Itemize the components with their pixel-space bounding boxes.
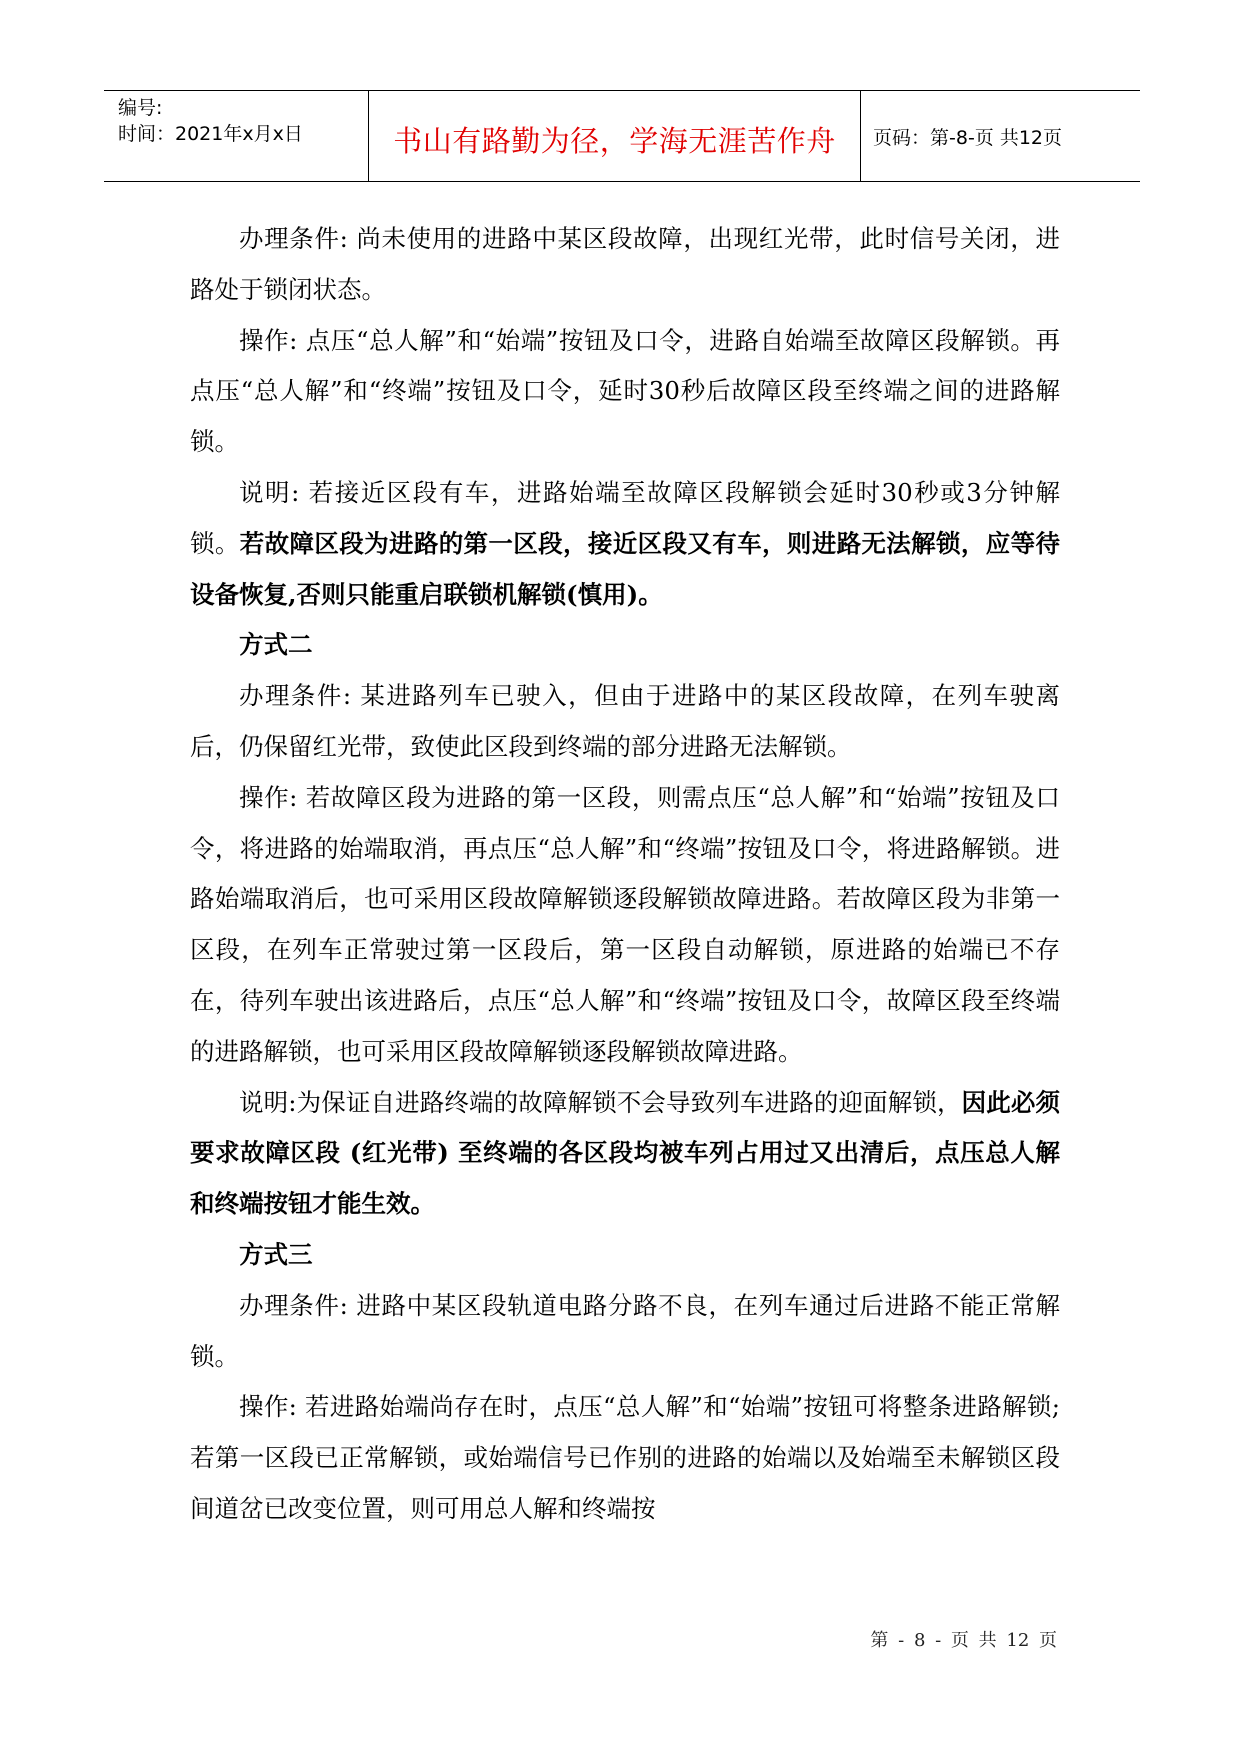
paragraph-operation-1: 操作: 点压“总人解”和“始端”按钮及口令，进路自始端至故障区段解锁。再点压“总人解”和“终端”按钮及口令，延时30秒后故障区段至终端之间的进路解锁。 bbox=[190, 325, 1060, 457]
paragraph-operation-2: 操作: 若故障区段为进路的第一区段，则需点压“总人解”和“始端”按钮及口令，将进路的始端取消，再点压“总人解”和“终端”按钮及口令，将进路解锁。进路始端取消后，也可采用区段故障解锁逐段解锁故障进路。若故障区段为非第一区段，在列车正常驶过第一区段后，第一区段自动解锁，原进路的始端已不存在，待列车驶出该进路后，点压“总人解”和“终端”按钮及口令，故障区段至终端的进路解锁，也可采用区段故障解锁逐段解锁故障进路。 bbox=[190, 782, 1060, 1066]
note-1-text: 说明: 若接近区段有车，进路始端至故障区段解锁会延时30秒或3分钟解锁。 bbox=[190, 477, 1060, 558]
document-time-label: 时间：2021年x月x日 bbox=[118, 123, 303, 145]
paragraph-operation-3: 操作: 若进路始端尚存在时，点压“总人解”和“始端”按钮可将整条进路解锁; 若第一区段已正常解锁，或始端信号已作别的进路的始端以及始端至未解锁区段间道岔已改变位置，则可用总人解和终端按 bbox=[190, 1392, 1060, 1523]
paragraph-condition-3: 办理条件: 进路中某区段轨道电路分路不良，在列车通过后进路不能正常解锁。 bbox=[190, 1290, 1060, 1371]
page-footer bbox=[0, 1626, 1241, 1652]
note-1-bold-text: 若故障区段为进路的第一区段，接近区段又有车，则进路无法解锁，应等待设备恢复,否则只能重启联锁机解锁(慎用)。 bbox=[190, 528, 1061, 609]
note-2-bold-text: 因此必须要求故障区段 (红光带) 至终端的各区段均被车列占用过又出清后，点压总人解和终端按钮才能生效。 bbox=[190, 1087, 1060, 1219]
paragraph-condition-1: 办理条件: 尚未使用的进路中某区段故障，出现红光带，此时信号关闭，进路处于锁闭状态。 bbox=[190, 224, 1060, 304]
section-heading-method-2: 方式二 bbox=[239, 630, 313, 660]
footer-page-number: 第 - 8 - 页 共 12 页 bbox=[870, 1630, 1057, 1651]
header-meta-cell bbox=[104, 91, 369, 181]
paragraph-note-2 bbox=[190, 1078, 1060, 1230]
document-number-label: 编号: bbox=[118, 97, 163, 119]
header-page-info: 页码：第-8-页 共12页 bbox=[873, 126, 1063, 149]
paragraph-condition-2: 办理条件: 某进路列车已驶入，但由于进路中的某区段故障，在列车驶离后，仍保留红光带，致使此区段到终端的部分进路无法解锁。 bbox=[190, 681, 1060, 761]
paragraph-note-1 bbox=[190, 468, 1060, 620]
section-heading-method-3: 方式三 bbox=[239, 1239, 313, 1269]
header-page-cell bbox=[861, 91, 1140, 181]
document-body bbox=[190, 214, 1060, 1535]
header-motto: 书山有路勤为径，学海无涯苦作舟 bbox=[393, 123, 836, 158]
page-header bbox=[104, 90, 1140, 182]
header-motto-cell bbox=[369, 91, 861, 181]
note-2-text: 说明:为保证自进路终端的故障解锁不会导致列车进路的迎面解锁， bbox=[239, 1087, 962, 1117]
